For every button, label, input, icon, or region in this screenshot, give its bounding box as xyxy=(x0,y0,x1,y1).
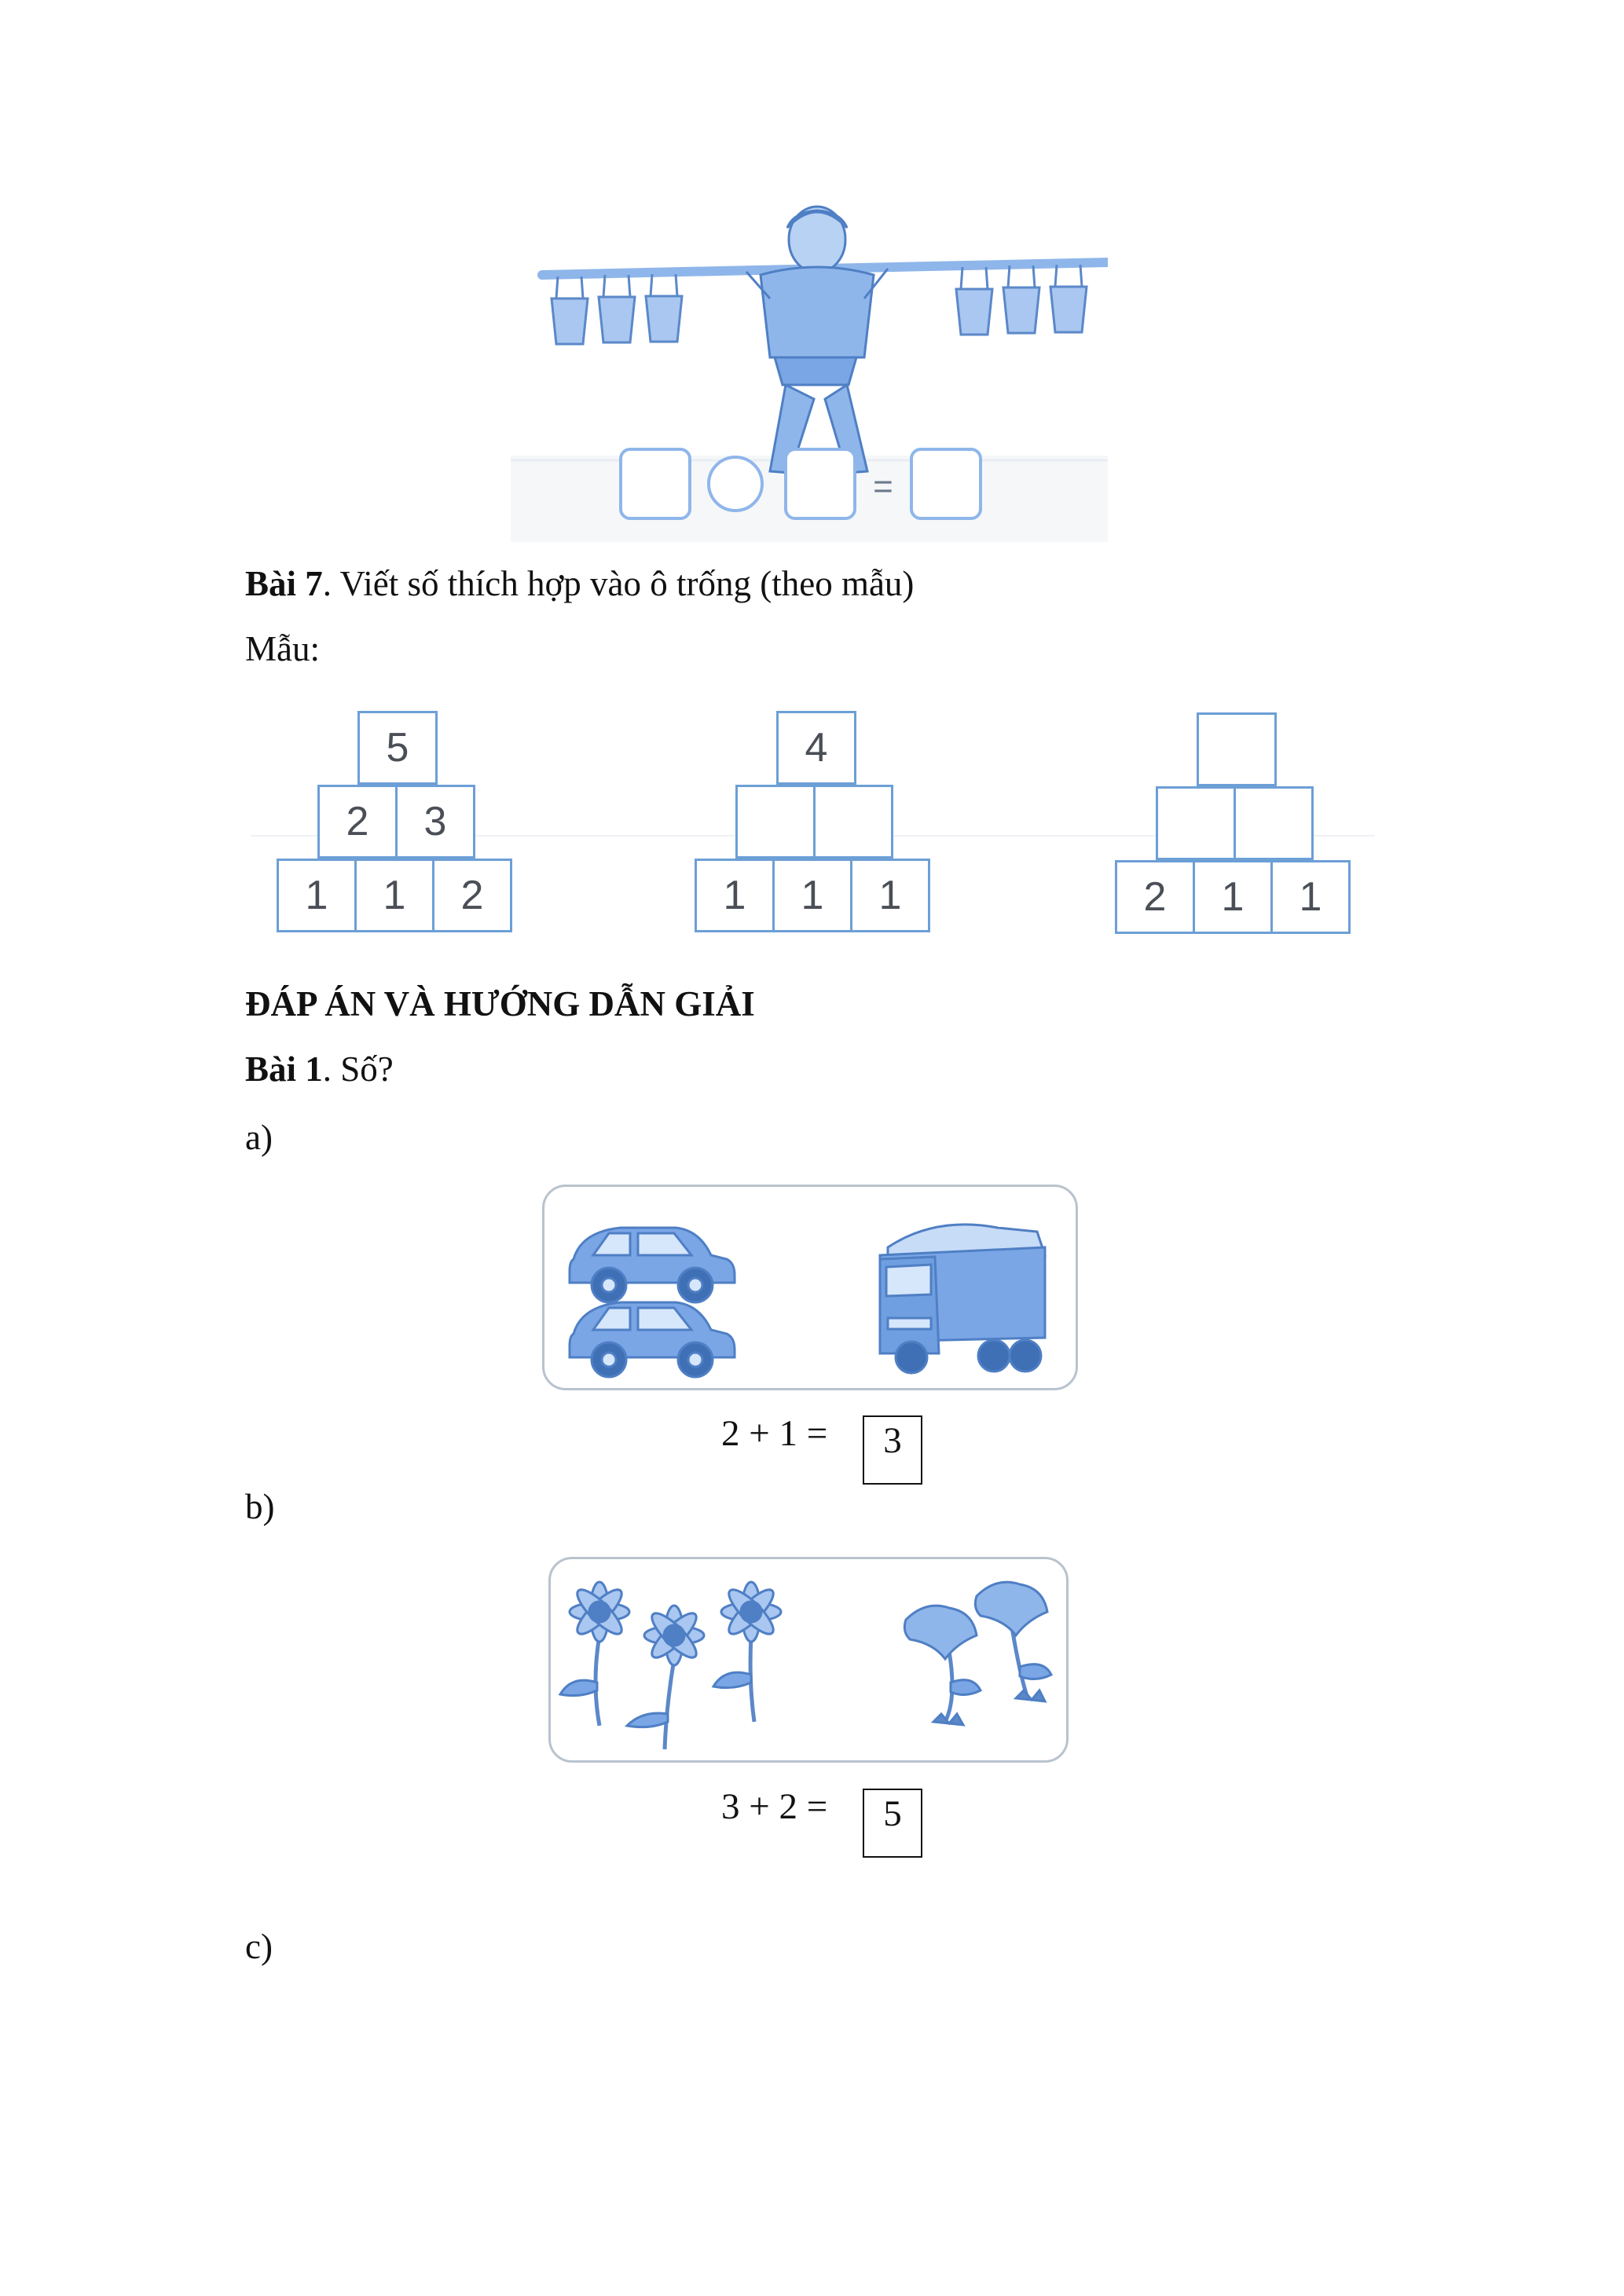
pyramid-bottom-cell: 1 xyxy=(1193,860,1273,934)
pyramid-bottom-cell: 2 xyxy=(1115,860,1195,934)
pyramid-top-cell: 4 xyxy=(776,711,856,785)
pyramid-bottom-cell: 1 xyxy=(695,859,775,932)
bai1-text: . Số? xyxy=(322,1049,394,1089)
pyramid-top-cell[interactable] xyxy=(1197,712,1277,786)
pyramid-middle-cell[interactable] xyxy=(735,785,816,859)
picture-frame-b xyxy=(548,1557,1069,1763)
equation-slots xyxy=(621,449,981,518)
sample-label: Mẫu: xyxy=(245,629,320,668)
car-icon xyxy=(570,1302,735,1377)
part-c-label: c) xyxy=(245,1927,273,1966)
bai1-title xyxy=(245,1047,394,1091)
figure-man-buckets xyxy=(511,196,1108,542)
bellflower-icon xyxy=(904,1606,981,1725)
pyramid-bottom-cell: 1 xyxy=(1270,860,1351,934)
pyramid-top-cell: 5 xyxy=(357,711,438,785)
pyramid-middle-cell[interactable] xyxy=(1156,786,1236,860)
equals-sign: = xyxy=(873,467,893,506)
answer-box-b: 5 xyxy=(863,1789,922,1858)
pyramid-middle-cell: 3 xyxy=(395,785,475,859)
pyramid-bottom-cell: 1 xyxy=(277,859,357,932)
bellflower-icon xyxy=(975,1582,1051,1701)
bai1-label: Bài 1 xyxy=(245,1049,323,1089)
part-a-label: a) xyxy=(245,1118,273,1157)
answer-box-a: 3 xyxy=(863,1415,922,1485)
pyramid-bottom-cell: 1 xyxy=(354,859,434,932)
equation-b: 3 + 2 = xyxy=(721,1786,828,1827)
pyramid-middle-cell[interactable] xyxy=(1234,786,1314,860)
bucket-icon xyxy=(552,274,682,344)
car-icon xyxy=(570,1228,735,1302)
man-with-pole-icon xyxy=(511,196,1108,542)
pyramid-middle-cell[interactable] xyxy=(813,785,893,859)
daisy-icon xyxy=(627,1606,704,1749)
picture-frame-a xyxy=(542,1185,1078,1390)
bai7-text: . Viết số thích hợp vào ô trống (theo mẫu) xyxy=(322,564,915,603)
pyramid-middle-cell: 2 xyxy=(317,785,398,859)
answers-heading: ĐÁP ÁN VÀ HƯỚNG DẪN GIẢI xyxy=(245,984,755,1023)
pyramid-bottom-cell: 1 xyxy=(772,859,852,932)
equation-a: 2 + 1 = xyxy=(721,1413,828,1454)
pyramid-bottom-cell: 1 xyxy=(850,859,930,932)
daisy-icon xyxy=(713,1582,781,1722)
daisy-icon xyxy=(560,1582,629,1726)
truck-icon xyxy=(880,1225,1045,1373)
bai7-title xyxy=(245,562,914,606)
part-b-label: b) xyxy=(245,1487,275,1526)
bai7-label: Bài 7 xyxy=(245,564,323,603)
pyramid-bottom-cell: 2 xyxy=(432,859,512,932)
